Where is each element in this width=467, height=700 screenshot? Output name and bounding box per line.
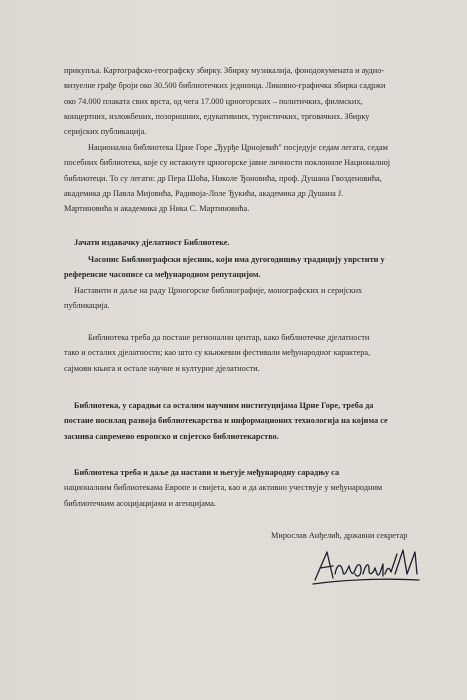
text-line: заснива савремено европско и свјетско библиотекарство. [64,431,279,441]
text-line: библиотеци. То су легати: др Пера Шоћа, Николе Ђоновића, проф. Душана Гвозденовића, [64,173,382,183]
paragraph-international [64,465,434,511]
text-line: визуелне грађе броји око 30.500 библиотечких јединица. Ликовно-графичка збирка садржи [64,81,386,91]
text-line: референсне часописе са међународном репутацијом. [64,270,261,280]
paragraph-collections [64,63,434,139]
text-line: тако и осталих дјелатности; као што су књижевни фестивали међународног карактера, [64,348,371,358]
paragraph-regional-center [64,330,434,376]
signatory-name: Мирослав Анђелић, државни секретар [271,531,408,540]
text-line: Национална библиотека Црне Горе „Ђурђе Црнојевић" посједује седам легата, седам [88,143,388,152]
paragraph-publishing [64,235,434,250]
text-line: постане носилац развоја библиотекарства и информационих технологија на којима се [64,416,388,426]
text-line: Библиотека, у сарадњи са осталим научним институцијама Црне Горе, треба да [74,401,374,410]
signature-block [271,530,441,542]
text-line: Библиотека треба да постане регионални центар, како библиотечке дјелатности [88,333,370,342]
text-line: Наставити и даље на раду Црногорске библиографије, монографских и серијских [74,286,363,295]
text-line: националним библиотекама Европе и свијета, као и да активно учествује у међународним [64,483,383,493]
text-line: серијских публикација. [64,127,147,137]
text-line: Библиотека треба и даље да настави и његује међународну сарадњу са [74,468,340,477]
paragraph-cooperation [64,398,434,444]
text-line: Часопис Библиографски вјесник, који има дугогодишњу традицију уврстити у [88,255,385,264]
text-line: око 74.000 плаката свих врста, од чега 17.000 црногорских – политичких, филмских, [64,96,363,106]
text-line: Јачати издавачку дјелатност Библиотеке. [74,238,230,247]
text-line: концертних, изложбених, позоришних, едукативних, туристичких, трговачких. Збирку [64,111,370,121]
text-line: академика др Павла Мијовића, Радивоја-Лоле Ђукића, академика др Душана Ј. [64,188,344,198]
text-line: прикупља. Картографско-географску збирку. Збирку музикалија, фонодокумената и аудио- [64,66,385,75]
paragraph-journal [64,252,434,283]
paragraph-legacies [64,140,434,216]
text-line: Мартиновића и академика др Ника С. Мартиновића. [64,204,250,214]
paragraph-bibliography [64,283,434,314]
handwritten-signature [311,544,423,590]
text-line: посебних библиотека, које су истакнуте црногорске јавне личности поклониле Националној [64,158,391,168]
text-line: публикација. [64,301,110,311]
text-line: библиотечким асоцијацијама и агенцијама. [64,498,216,508]
text-line: сајмови књига и остале научне и културне дјелатности. [64,363,260,373]
